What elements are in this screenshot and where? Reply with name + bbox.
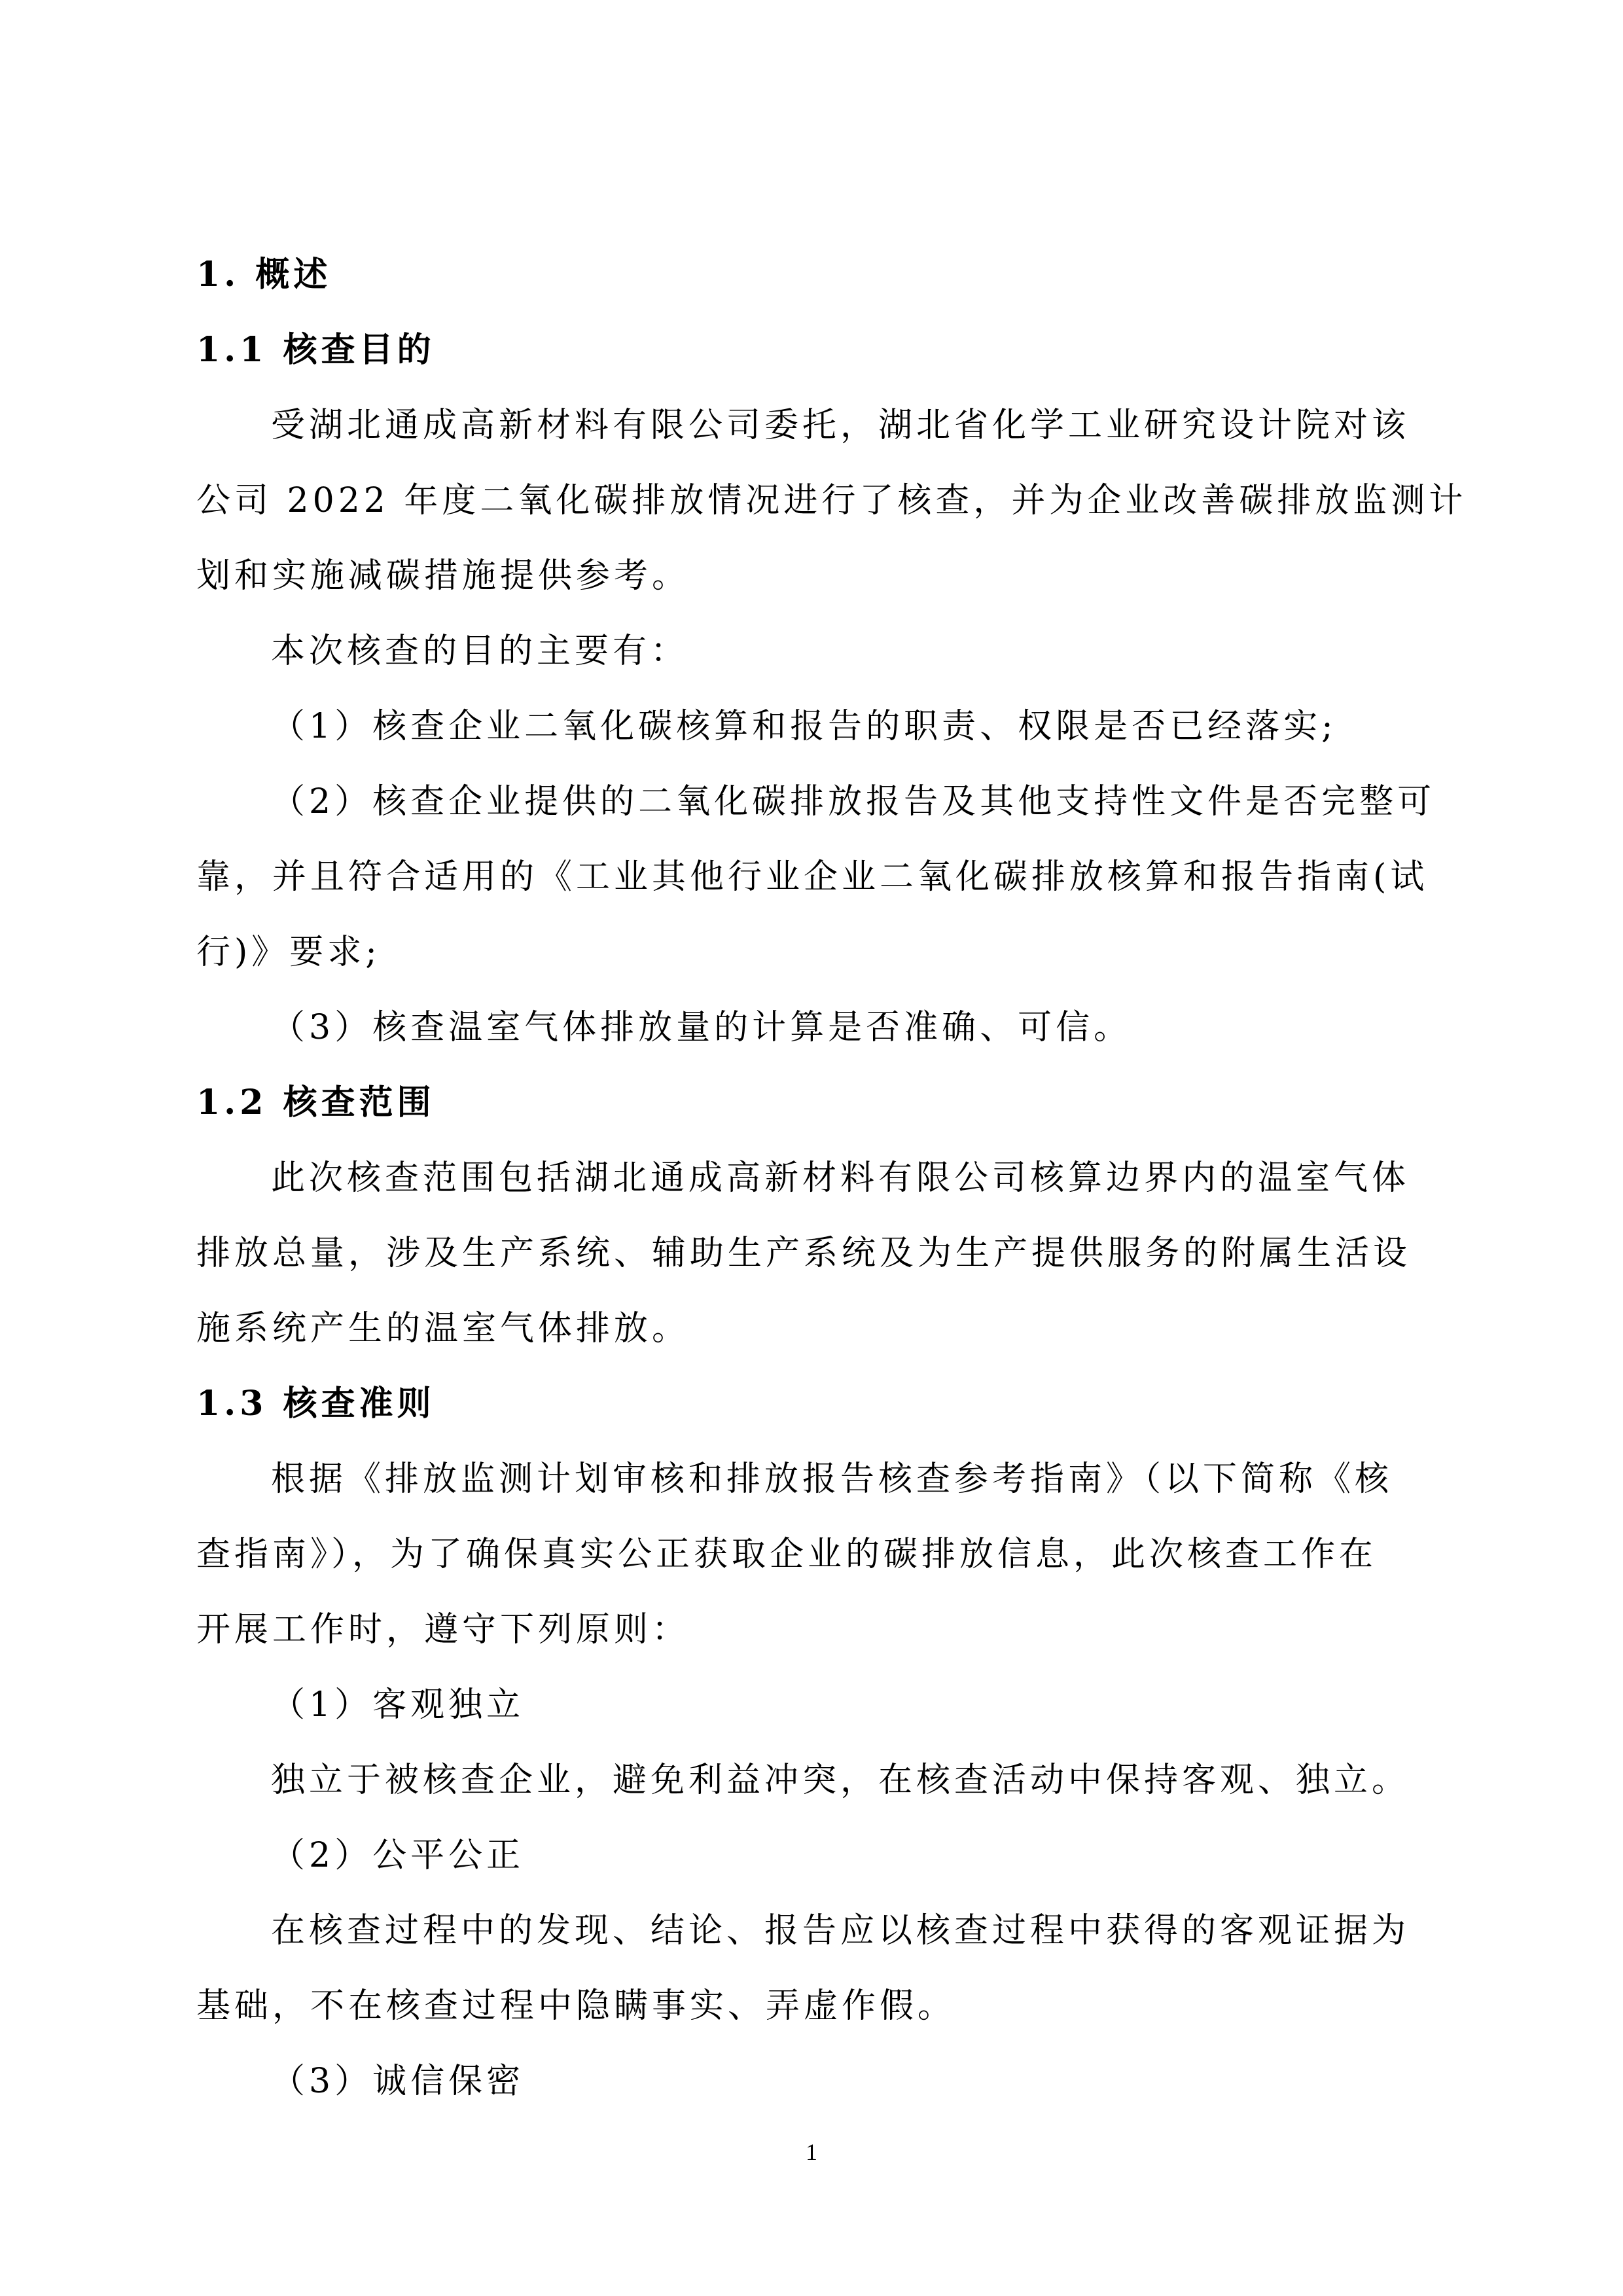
paragraph-line: 查指南》），为了确保真实公正获取企业的碳排放信息，此次核查工作在 [196, 1535, 1378, 1574]
paragraph-line: 基础，不在核查过程中隐瞒事实、弄虚作假。 [196, 1986, 956, 2026]
list-item: （3）诚信保密 [271, 2062, 525, 2101]
paragraph-line: 开展工作时，遵守下列原则： [196, 1610, 690, 1649]
paragraph-line: 本次核查的目的主要有： [271, 632, 689, 671]
section-heading-1-3: 1.3 核查准则 [196, 1384, 435, 1424]
list-item: （1）客观独立 [271, 1685, 525, 1725]
paragraph-line: 施系统产生的温室气体排放。 [196, 1309, 690, 1348]
section-heading-1: 1. 概述 [196, 255, 332, 295]
section-heading-1-1: 1.1 核查目的 [196, 330, 435, 370]
paragraph-line: 划和实施减碳措施提供参考。 [196, 556, 690, 596]
list-item: （3）核查温室气体排放量的计算是否准确、可信。 [271, 1008, 1132, 1047]
paragraph-line: 公司 2022 年度二氧化碳排放情况进行了核查，并为企业改善碳排放监测计 [196, 481, 1467, 520]
paragraph-line: 靠，并且符合适用的《工业其他行业企业二氧化碳排放核算和报告指南(试 [196, 857, 1429, 897]
paragraph-line: 受湖北通成高新材料有限公司委托，湖北省化学工业研究设计院对该 [271, 406, 1410, 445]
paragraph-line: 独立于被核查企业，避免利益冲突，在核查活动中保持客观、独立。 [271, 1761, 1410, 1800]
list-item: （2）核查企业提供的二氧化碳排放报告及其他支持性文件是否完整可 [271, 782, 1436, 821]
paragraph-line: 此次核查范围包括湖北通成高新材料有限公司核算边界内的温室气体 [271, 1158, 1410, 1198]
paragraph-line: 根据《排放监测计划审核和排放报告核查参考指南》（以下简称《核 [271, 1460, 1393, 1499]
list-item: （2）公平公正 [271, 1836, 525, 1875]
list-item: （1）核查企业二氧化碳核算和报告的职责、权限是否已经落实; [271, 707, 1337, 746]
page-number: 1 [806, 2139, 817, 2165]
paragraph-line: 在核查过程中的发现、结论、报告应以核查过程中获得的客观证据为 [271, 1911, 1410, 1950]
paragraph-line: 行)》要求; [196, 933, 381, 972]
paragraph-line: 排放总量，涉及生产系统、辅助生产系统及为生产提供服务的附属生活设 [196, 1234, 1412, 1273]
section-heading-1-2: 1.2 核查范围 [196, 1083, 435, 1122]
